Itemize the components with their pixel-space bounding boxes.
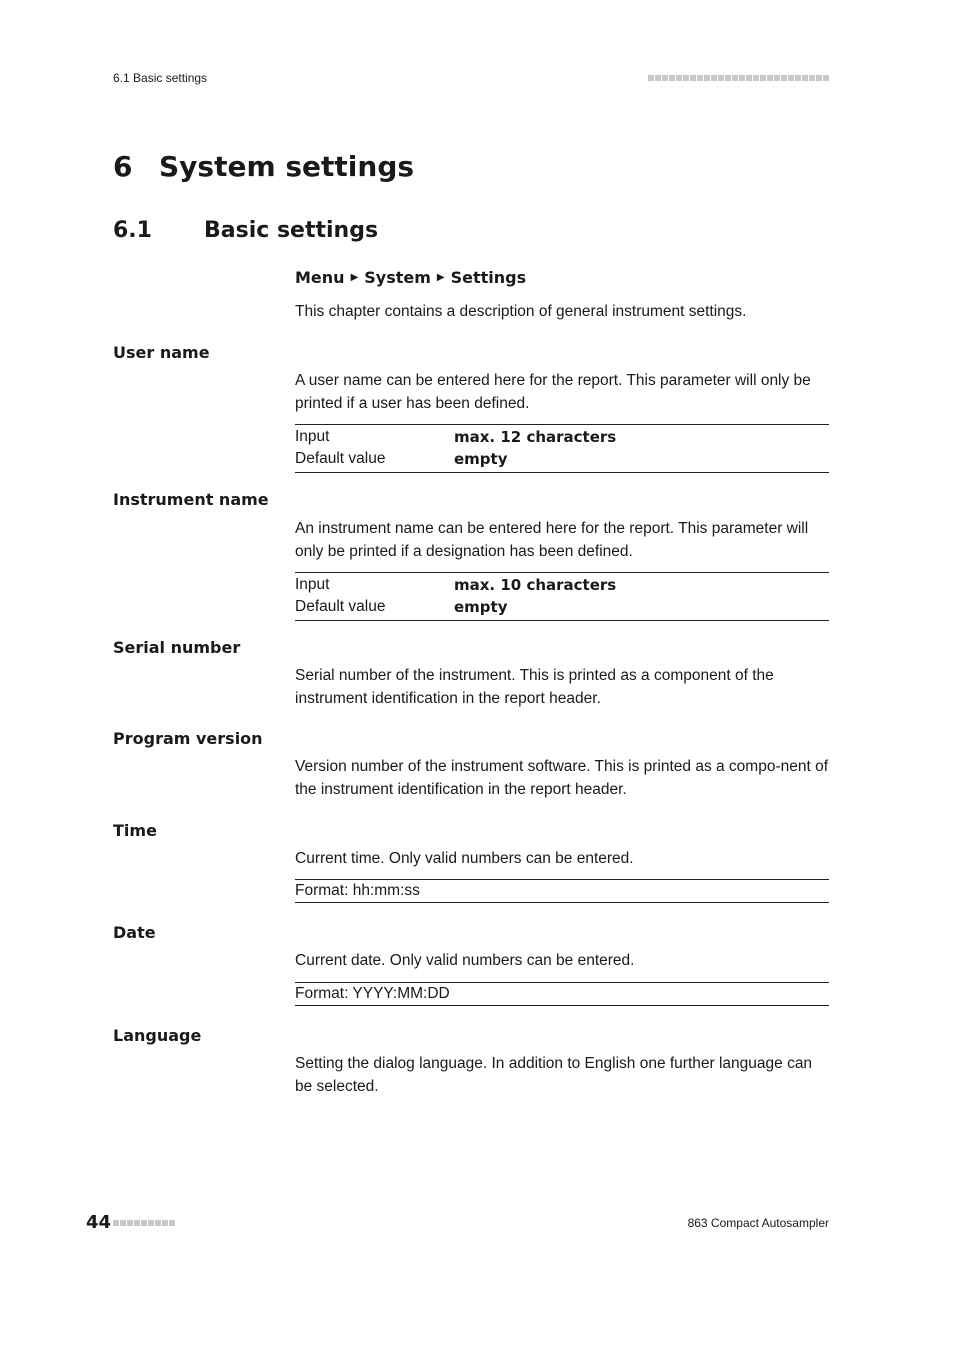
chapter-title-text: System settings bbox=[159, 150, 415, 183]
param-table-user-name bbox=[295, 424, 829, 473]
chapter-title bbox=[113, 150, 414, 183]
running-header: 6.1 Basic settings bbox=[113, 71, 208, 85]
param-label: Default value bbox=[295, 450, 386, 467]
param-row-default bbox=[295, 448, 829, 470]
param-description-program-version: Version number of the instrument software. This is printed as a compo-nent of the instrument identification in the report header. bbox=[295, 758, 829, 798]
param-value: max. 12 characters bbox=[454, 428, 617, 446]
param-row-input bbox=[295, 574, 829, 596]
param-heading-program-version: Program version bbox=[113, 729, 263, 748]
intro-text: This chapter contains a description of general instrument settings. bbox=[295, 303, 747, 320]
param-description-instrument-name: An instrument name can be entered here for the report. This parameter will only be printed if a designation has been defined. bbox=[295, 520, 809, 560]
param-description-date: Current date. Only valid numbers can be entered. bbox=[295, 952, 635, 969]
triangle-right-icon: ▶ bbox=[436, 272, 445, 283]
param-value: empty bbox=[454, 598, 508, 616]
param-table-instrument-name bbox=[295, 572, 829, 621]
section-title bbox=[113, 218, 378, 243]
param-heading-instrument-name: Instrument name bbox=[113, 490, 269, 509]
param-row-input bbox=[295, 426, 829, 448]
page-number: 44 bbox=[86, 1212, 112, 1233]
param-heading-language: Language bbox=[113, 1026, 202, 1045]
triangle-right-icon: ▶ bbox=[350, 272, 359, 283]
menu-path-item: System bbox=[364, 268, 431, 287]
param-heading-date: Date bbox=[113, 923, 156, 942]
param-heading-user-name: User name bbox=[113, 343, 210, 362]
param-description-time: Current time. Only valid numbers can be entered. bbox=[295, 850, 634, 867]
param-format-time: Format: hh:mm:ss bbox=[295, 879, 829, 903]
param-description-serial-number: Serial number of the instrument. This is printed as a component of the instrument identification in the report header. bbox=[295, 667, 774, 707]
param-format-date: Format: YYYY:MM:DD bbox=[295, 982, 829, 1006]
param-label: Input bbox=[295, 576, 330, 593]
param-label: Default value bbox=[295, 598, 386, 615]
param-description-user-name: A user name can be entered here for the report. This parameter will only be printed if a user has been defined. bbox=[295, 372, 811, 412]
param-row-default bbox=[295, 596, 829, 618]
param-value: empty bbox=[454, 450, 508, 468]
menu-path bbox=[295, 268, 526, 287]
section-title-text: Basic settings bbox=[204, 218, 379, 243]
chapter-number: 6 bbox=[113, 150, 133, 183]
param-label: Input bbox=[295, 428, 330, 445]
footer-decoration bbox=[113, 1220, 175, 1226]
param-heading-serial-number: Serial number bbox=[113, 638, 241, 657]
menu-path-item: Menu bbox=[295, 268, 345, 287]
product-name: 863 Compact Autosampler bbox=[687, 1216, 829, 1230]
section-number: 6.1 bbox=[113, 218, 152, 243]
header-decoration bbox=[648, 75, 829, 81]
menu-path-item: Settings bbox=[450, 268, 527, 287]
param-description-language: Setting the dialog language. In addition to English one further language can be selected. bbox=[295, 1055, 813, 1095]
param-heading-time: Time bbox=[113, 821, 157, 840]
param-value: max. 10 characters bbox=[454, 576, 617, 594]
